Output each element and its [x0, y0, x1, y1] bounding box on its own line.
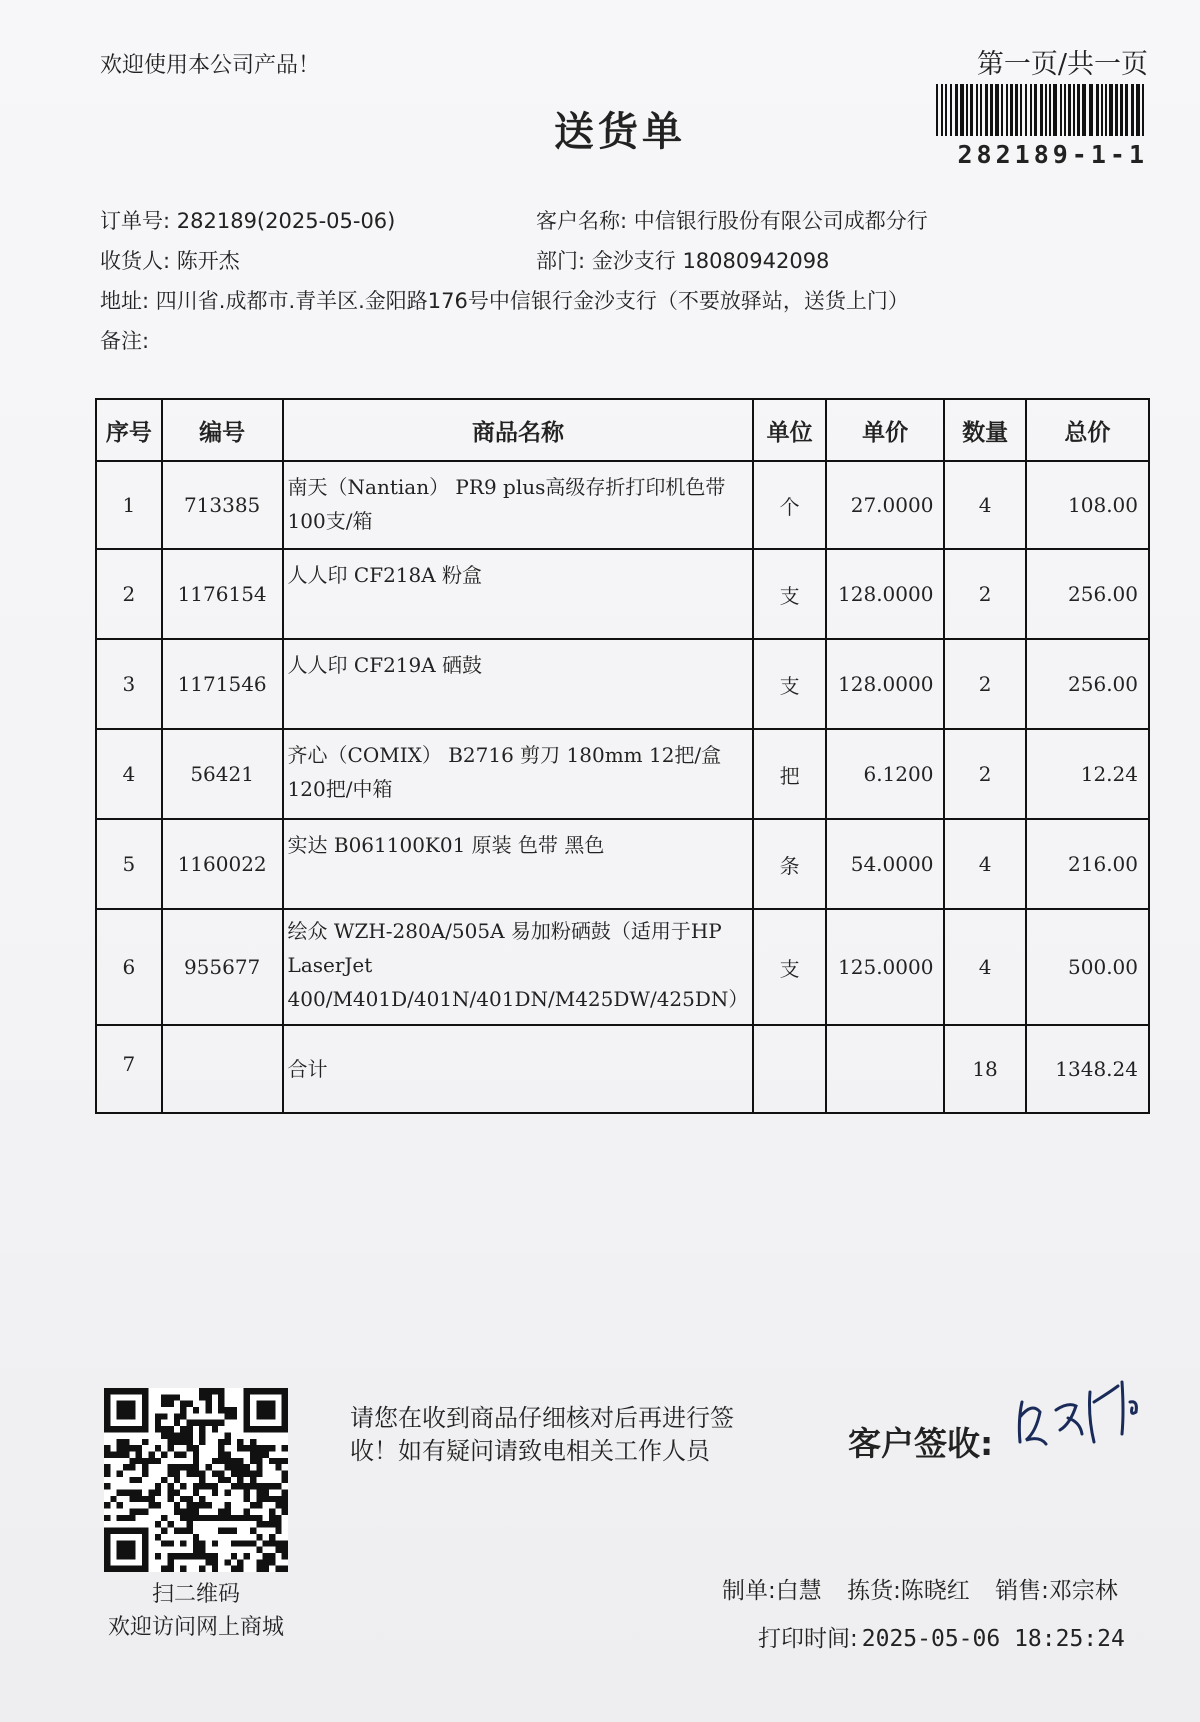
order-number-label: 订单号: [100, 209, 171, 233]
table-row [96, 639, 1149, 729]
sales-text: 销售:邓宗林 [995, 1578, 1118, 1604]
qr-caption-line1: 扫二维码 [151, 1582, 240, 1607]
row-name: 齐心（COMIX） B2716 剪刀 180mm 12把/盒 120把/中箱 [283, 729, 754, 819]
customer-line [536, 205, 928, 235]
row-total: 12.24 [1026, 729, 1149, 819]
total-row-amount: 1348.24 [1026, 1025, 1149, 1113]
col-header-no: 序号 [96, 399, 162, 461]
qr-caption [85, 1578, 307, 1644]
items-table [95, 398, 1150, 1114]
table-row [96, 729, 1149, 819]
col-header-name: 商品名称 [283, 399, 754, 461]
row-unit: 把 [753, 729, 825, 819]
total-row-code [162, 1025, 283, 1113]
table-row [96, 461, 1149, 549]
row-name: 人人印 CF218A 粉盒 [283, 549, 754, 639]
col-header-qty: 数量 [944, 399, 1025, 461]
department-line [536, 245, 829, 275]
print-time-label: 打印时间: [758, 1626, 858, 1652]
receiver-line [100, 245, 240, 275]
row-code: 713385 [162, 461, 283, 549]
row-no: 1 [96, 461, 162, 549]
col-header-price: 单价 [826, 399, 945, 461]
address-value: 四川省.成都市.青羊区.金阳路176号中信银行金沙支行（不要放驿站，送货上门） [155, 289, 909, 313]
department-label: 部门: [536, 249, 586, 273]
row-code: 1176154 [162, 549, 283, 639]
page-indicator: 第一页/共一页 [976, 49, 1148, 80]
table-row [96, 909, 1149, 1025]
row-price: 27.0000 [826, 461, 945, 549]
remark-line [100, 325, 149, 355]
signature-image [1010, 1372, 1160, 1467]
row-no: 6 [96, 909, 162, 1025]
row-unit: 支 [753, 909, 825, 1025]
maker-text: 制单:白慧 [722, 1578, 822, 1604]
row-price: 125.0000 [826, 909, 945, 1025]
col-header-unit: 单位 [753, 399, 825, 461]
total-row-qty: 18 [944, 1025, 1025, 1113]
row-qty: 4 [944, 909, 1025, 1025]
table-row [96, 549, 1149, 639]
row-no: 2 [96, 549, 162, 639]
address-label: 地址: [100, 289, 150, 313]
row-qty: 4 [944, 819, 1025, 909]
row-qty: 2 [944, 639, 1025, 729]
print-time-value: 2025-05-06 18:25:24 [861, 1626, 1125, 1652]
row-name: 人人印 CF219A 硒鼓 [283, 639, 754, 729]
row-price: 6.1200 [826, 729, 945, 819]
welcome-text: 欢迎使用本公司产品！ [100, 53, 321, 78]
order-number-value: 282189(2025-05-06) [176, 209, 396, 233]
row-total: 108.00 [1026, 461, 1149, 549]
row-qty: 2 [944, 729, 1025, 819]
row-code: 1171546 [162, 639, 283, 729]
row-no: 3 [96, 639, 162, 729]
print-time-line [758, 1620, 1125, 1653]
row-unit: 支 [753, 549, 825, 639]
row-code: 56421 [162, 729, 283, 819]
staff-line [722, 1572, 1136, 1605]
table-total-row [96, 1025, 1149, 1113]
col-header-code: 编号 [162, 399, 283, 461]
total-row-no: 7 [96, 1025, 162, 1113]
row-unit: 个 [753, 461, 825, 549]
row-code: 1160022 [162, 819, 283, 909]
document-title: 送货单 [554, 109, 686, 155]
order-number-line [100, 205, 395, 235]
total-row-price [826, 1025, 945, 1113]
row-total: 256.00 [1026, 549, 1149, 639]
row-no: 5 [96, 819, 162, 909]
qr-caption-line2: 欢迎访问网上商城 [107, 1615, 284, 1640]
table-row [96, 819, 1149, 909]
notice-text: 请您在收到商品仔细核对后再进行签收！如有疑问请致电相关工作人员 [350, 1404, 734, 1465]
row-total: 216.00 [1026, 819, 1149, 909]
row-qty: 4 [944, 461, 1025, 549]
row-price: 128.0000 [826, 639, 945, 729]
row-name: 实达 B061100K01 原装 色带 黑色 [283, 819, 754, 909]
receiver-label: 收货人: [100, 249, 171, 273]
row-price: 54.0000 [826, 819, 945, 909]
row-no: 4 [96, 729, 162, 819]
row-qty: 2 [944, 549, 1025, 639]
row-name: 南天（Nantian） PR9 plus高级存折打印机色带 100支/箱 [283, 461, 754, 549]
address-line [100, 285, 909, 315]
department-value: 金沙支行 18080942098 [591, 249, 830, 273]
row-total: 256.00 [1026, 639, 1149, 729]
total-row-unit [753, 1025, 825, 1113]
barcode-number: 282189-1-1 [957, 140, 1148, 169]
row-name: 绘众 WZH-280A/505A 易加粉硒鼓（适用于HP LaserJet 400/M401D/401N/401DN/M425DW/425DN） [283, 909, 754, 1025]
remark-label: 备注: [100, 329, 150, 353]
qr-code-icon[interactable] [104, 1388, 288, 1572]
col-header-total: 总价 [1026, 399, 1149, 461]
picker-text: 拣货:陈晓红 [847, 1578, 970, 1604]
customer-sign-label: 客户签收: [848, 1424, 994, 1463]
row-price: 128.0000 [826, 549, 945, 639]
row-total: 500.00 [1026, 909, 1149, 1025]
customer-value: 中信银行股份有限公司成都分行 [633, 209, 928, 233]
row-unit: 条 [753, 819, 825, 909]
total-row-label: 合计 [283, 1025, 754, 1113]
row-unit: 支 [753, 639, 825, 729]
receiver-value: 陈开杰 [176, 249, 240, 273]
customer-label: 客户名称: [536, 209, 628, 233]
row-code: 955677 [162, 909, 283, 1025]
table-header-row [96, 399, 1149, 461]
